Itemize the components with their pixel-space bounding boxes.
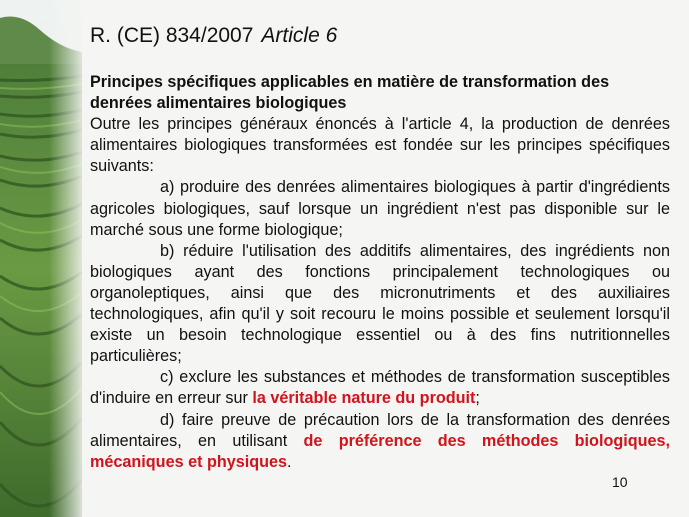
item-d-text: d) faire preuve de précaution lors de la transformation des denrées alimentaires, en utilisant	[90, 410, 670, 450]
item-a: a) produire des denrées alimentaires biologiques à partir d'ingrédients agricoles biologiques, sauf lorsque un ingrédient n'est pas disponible sur le marché sous une forme biologique;	[90, 178, 670, 239]
item-d-end: .	[287, 452, 292, 471]
slide-title	[90, 24, 337, 48]
article-label: Article 6	[261, 24, 338, 47]
regulation-reference: R. (CE) 834/2007	[90, 24, 254, 47]
item-b: b) réduire l'utilisation des additifs alimentaires, des ingrédients non biologiques ayant des fonctions principalement technologiques ou organoleptiques, ainsi que des micronutriments et des auxiliaires technologiques, afin qu'il y soit recouru le moins possible et seulement lorsqu'il existe un besoin technologique essentiel ou à des fins nutritionnelles particulières;	[90, 241, 670, 366]
item-c-highlight: la véritable nature du produit	[252, 389, 476, 408]
vineyard-photo	[0, 0, 82, 517]
item-c-end: ;	[475, 389, 480, 408]
item-d	[90, 410, 670, 473]
slide-body	[90, 72, 670, 473]
item-c-text: c) exclure les substances et méthodes de transformation susceptibles d'induire en erreur sur	[90, 368, 670, 408]
item-d-highlight: de préférence des méthodes biologiques, mécaniques et physiques	[90, 431, 670, 471]
intro-paragraph: Outre les principes généraux énoncés à l'article 4, la production de denrées alimentaires biologiques transformées est fondée sur les principes spécifiques suivants:	[90, 115, 670, 176]
section-heading: Principes spécifiques applicables en matière de transformation des denrées alimentaires biologiques	[90, 73, 610, 113]
page-number: 10	[612, 474, 628, 490]
item-c	[90, 367, 670, 409]
